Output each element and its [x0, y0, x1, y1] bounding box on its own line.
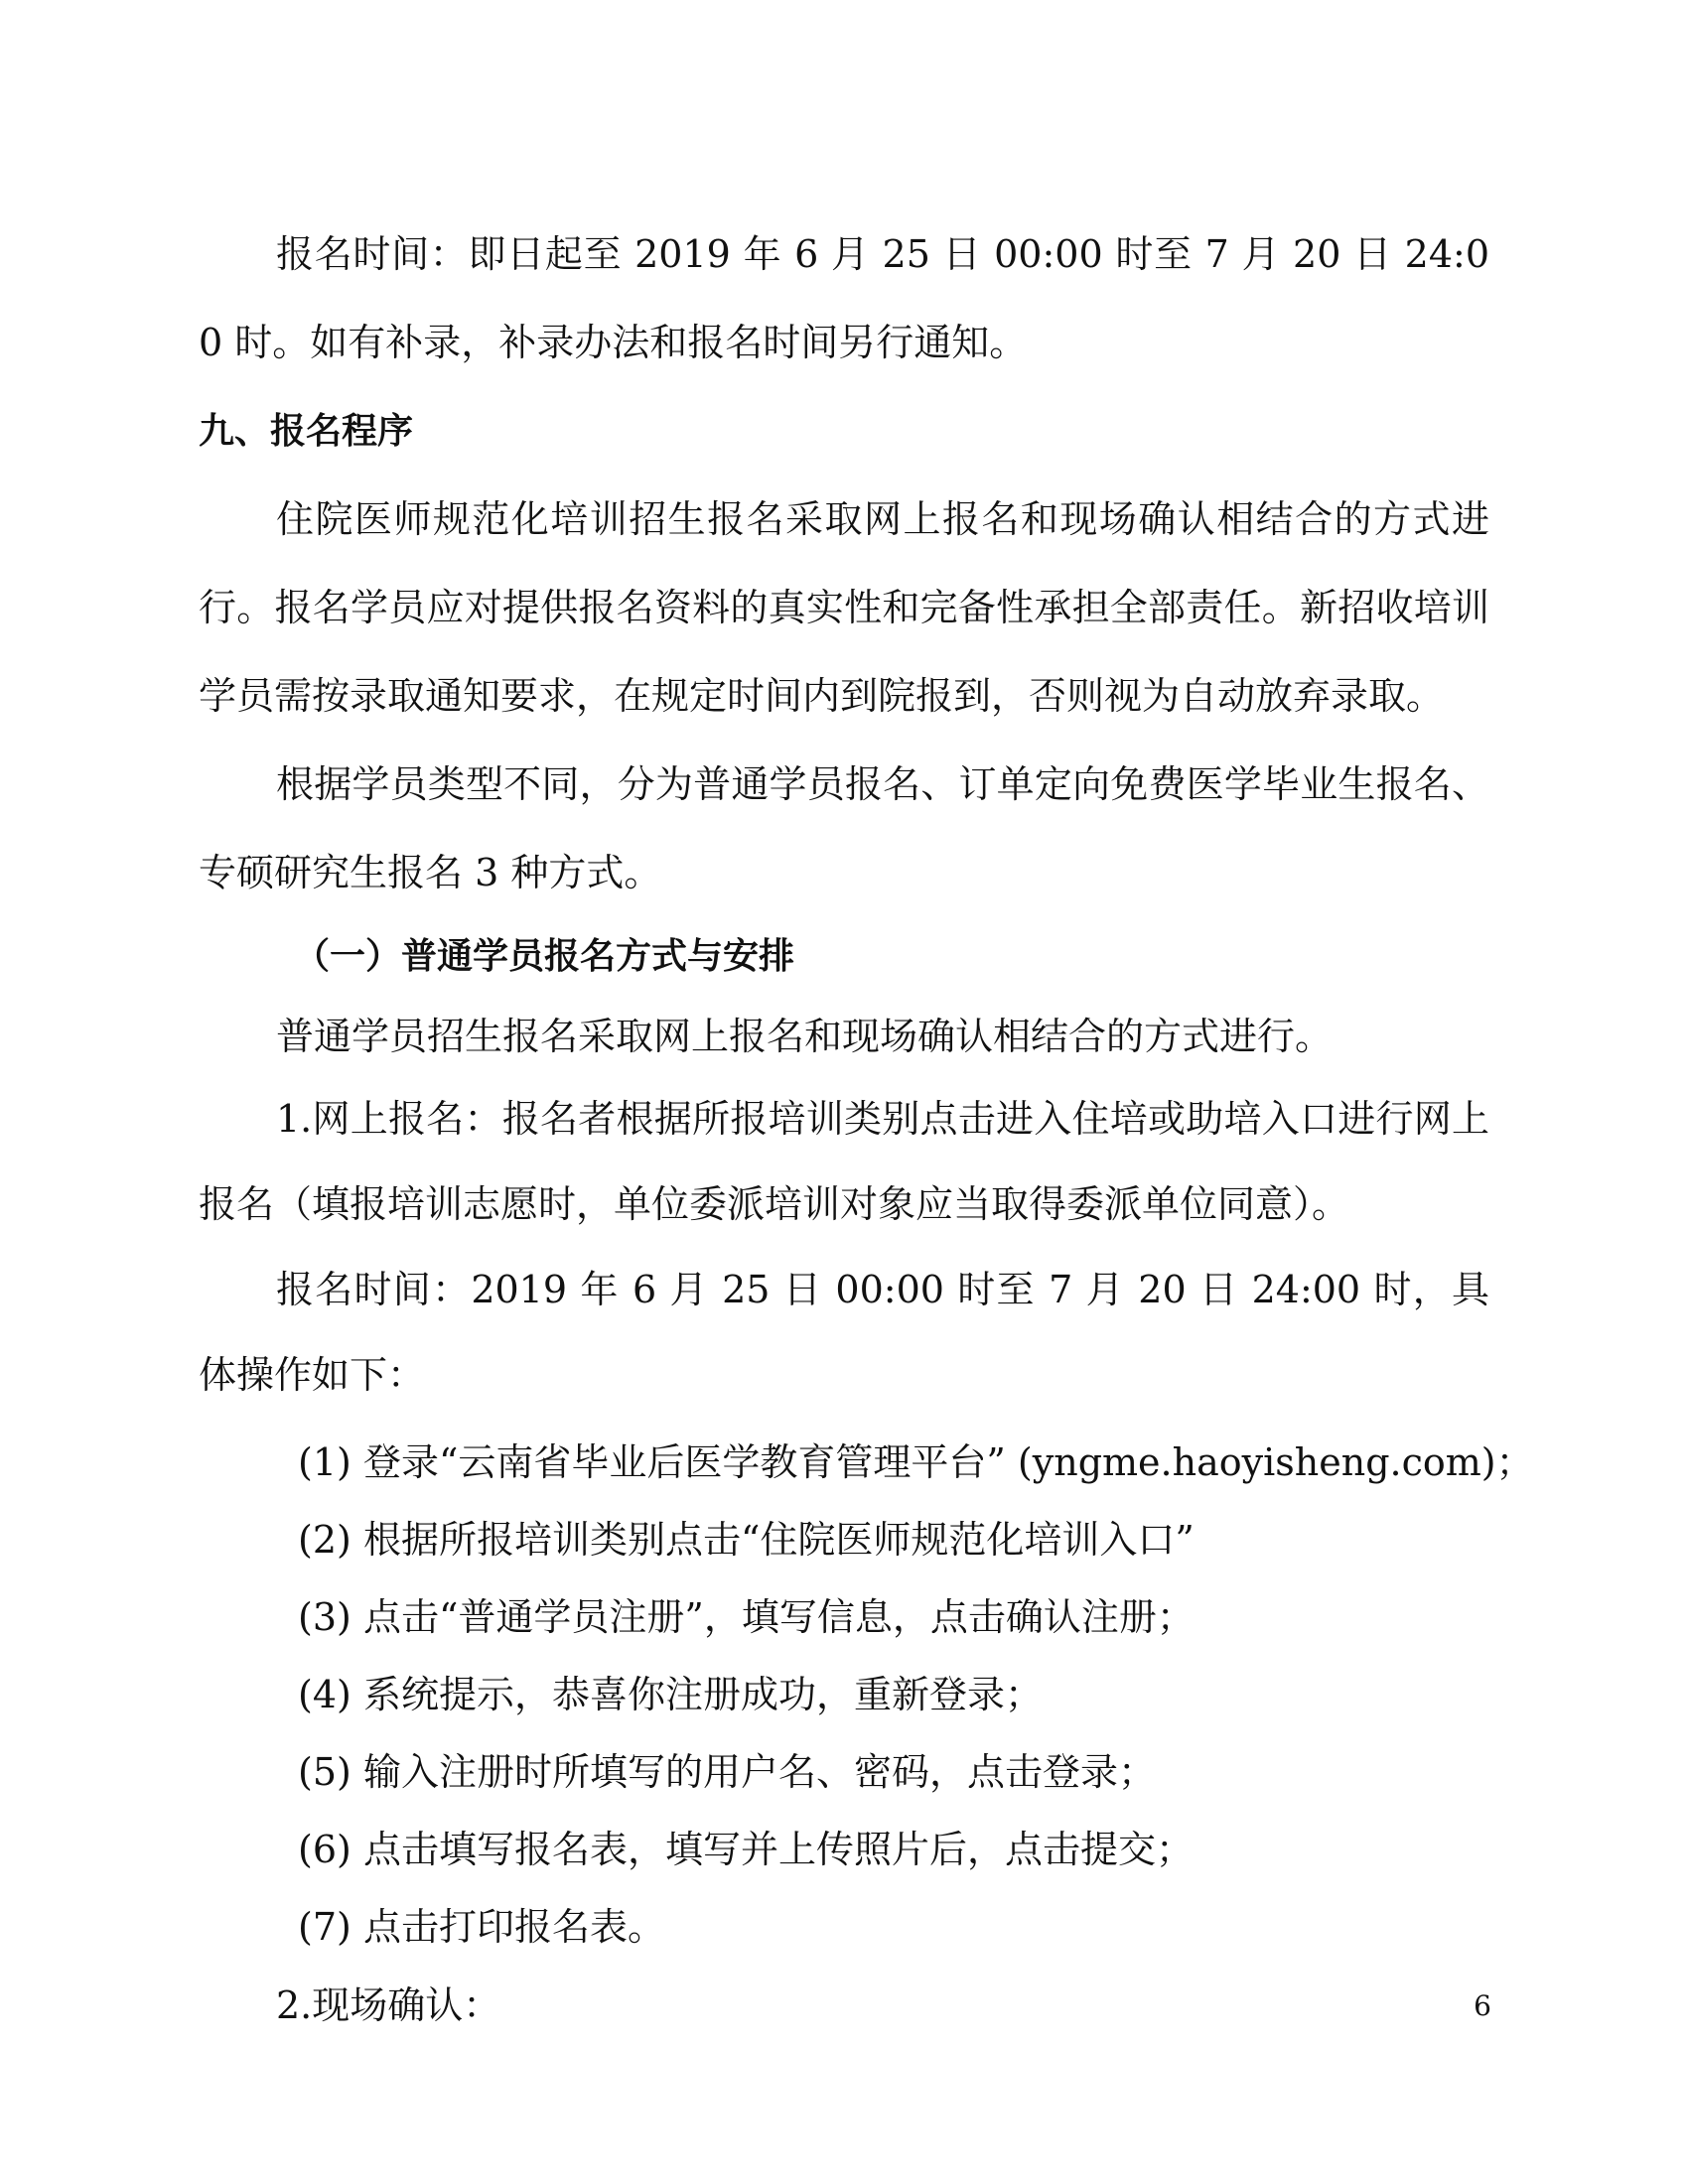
steps-list [199, 1424, 1534, 1966]
step-number: (6) [298, 1828, 352, 1871]
procedure-intro-paragraph: 住院医师规范化培训招生报名采取网上报名和现场确认相结合的方式进行。报名学员应对提供报名资料的真实性和完备性承担全部责任。新招收培训学员需按录取通知要求，在规定时间内到院报到，否则视为自动放弃录取。 [199, 497, 1489, 718]
step-text: 根据所报培训类别点击“住院医师规范化培训入口” [363, 1518, 1195, 1562]
subsection-heading: （一）普通学员报名方式与安排 [294, 936, 795, 977]
step-number: (2) [298, 1518, 352, 1562]
document-body [199, 210, 1534, 2045]
step-text: 点击“普通学员注册”，填写信息，点击确认注册； [363, 1595, 1195, 1639]
step-text: 点击打印报名表。 [363, 1905, 666, 1949]
registration-time-detail-paragraph: 报名时间：2019 年 6 月 25 日 00:00 时至 7 月 20 日 24:00 时，具体操作如下： [199, 1268, 1489, 1397]
online-registration-paragraph: 1.网上报名：报名者根据所报培训类别点击进入住培或助培入口进行网上报名（填报培训志愿时，单位委派培训对象应当取得委派单位同意）。 [199, 1097, 1489, 1226]
step-text: 点击填写报名表，填写并上传照片后，点击提交； [363, 1828, 1195, 1871]
step-number: (1) [298, 1440, 352, 1484]
registration-time-paragraph: 报名时间：即日起至 2019 年 6 月 25 日 00:00 时至 7 月 20 日 24:00 时。如有补录，补录办法和报名时间另行通知。 [199, 232, 1489, 364]
step-text: 输入注册时所填写的用户名、密码，点击登录； [363, 1750, 1157, 1794]
step-text: 登录“云南省毕业后医学教育管理平台” (yngme.haoyisheng.com)； [363, 1440, 1534, 1484]
general-intro-paragraph: 普通学员招生报名采取网上报名和现场确认相结合的方式进行。 [276, 1015, 1334, 1058]
step-item [199, 1811, 1489, 1888]
step-item [199, 1656, 1489, 1733]
step-item [199, 1578, 1489, 1656]
step-item [199, 1501, 1489, 1578]
step-item [199, 1733, 1489, 1811]
onsite-confirmation-paragraph: 2.现场确认： [276, 1983, 501, 2027]
page-number: 6 [1474, 1989, 1491, 2022]
step-number: (3) [298, 1595, 352, 1639]
step-item [199, 1888, 1489, 1966]
section-heading: 九、报名程序 [199, 411, 414, 452]
registration-types-paragraph: 根据学员类型不同，分为普通学员报名、订单定向免费医学毕业生报名、专硕研究生报名 3 种方式。 [199, 762, 1489, 894]
step-number: (4) [298, 1673, 352, 1716]
step-text: 系统提示，恭喜你注册成功，重新登录； [363, 1673, 1044, 1716]
step-number: (7) [298, 1905, 352, 1949]
step-number: (5) [298, 1750, 352, 1794]
step-item [199, 1424, 1534, 1501]
